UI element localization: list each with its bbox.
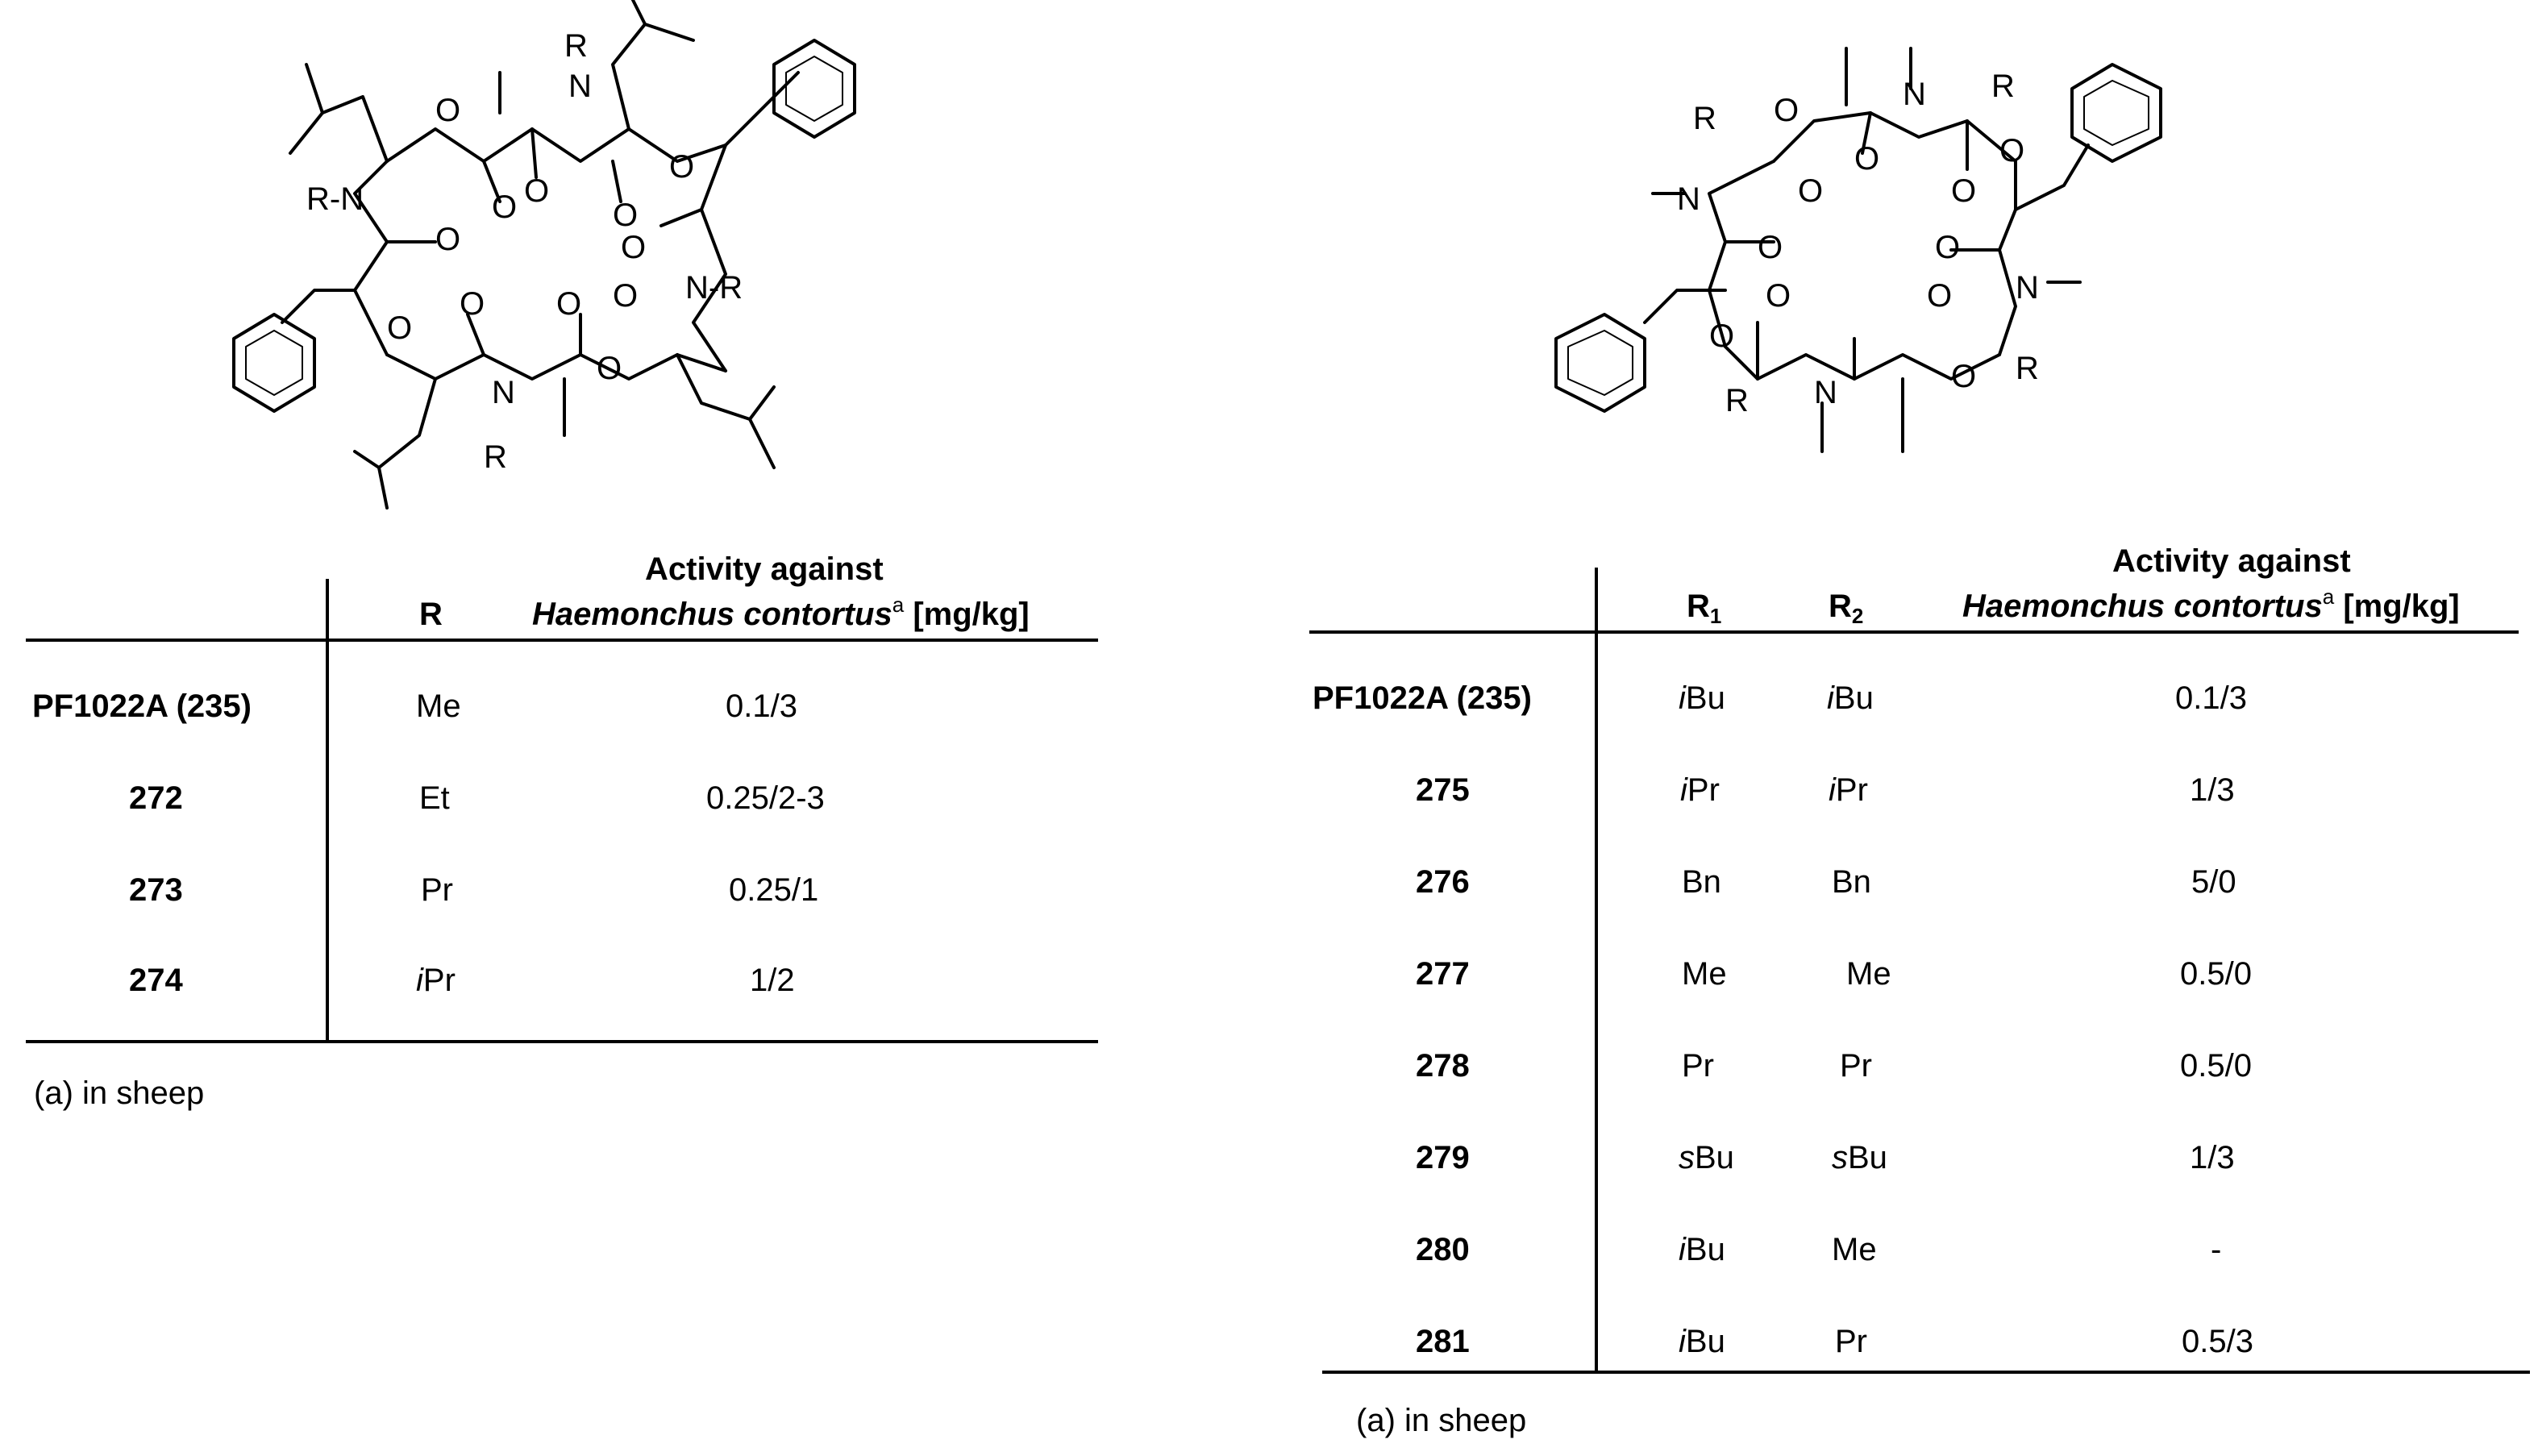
svg-text:O: O (435, 222, 461, 257)
right-column-divider (1595, 568, 1598, 1371)
svg-text:R: R (1725, 383, 1749, 418)
svg-text:O: O (669, 149, 695, 185)
left-row-activity: 1/2 (750, 963, 795, 998)
right-row-compound: PF1022A (235) (1313, 680, 1532, 716)
left-header-species: Haemonchus contortus (532, 597, 892, 632)
svg-text:O: O (435, 93, 461, 128)
right-row-compound: 280 (1416, 1232, 1470, 1267)
left-row-r: Pr (421, 872, 453, 908)
left-row-compound: 272 (129, 780, 183, 816)
svg-text:O: O (1951, 173, 1977, 209)
right-row-activity: 0.5/0 (2180, 1048, 2252, 1084)
right-header-sup: a (2322, 584, 2335, 609)
left-row-r: Me (416, 688, 461, 724)
right-row-compound: 279 (1416, 1140, 1470, 1175)
svg-text:R: R (2016, 351, 2039, 386)
right-row-r1: iBu (1679, 1232, 1725, 1267)
left-row-compound: 274 (129, 963, 183, 998)
left-row-activity: 0.25/1 (729, 872, 819, 908)
left-row-compound: PF1022A (235) (32, 688, 252, 724)
right-header-activity (1962, 584, 2460, 624)
svg-text:O: O (613, 198, 639, 233)
right-row-r2: iBu (1827, 680, 1874, 716)
right-header-r1: $R_1$ (1687, 589, 1722, 628)
svg-text:O: O (597, 351, 622, 386)
left-footnote: (a) in sheep (34, 1075, 205, 1111)
right-row-r1: iPr (1680, 772, 1720, 808)
right-row-r2: Pr (1840, 1048, 1872, 1084)
svg-text:N: N (2016, 270, 2039, 306)
left-header-activity-against: Activity against (645, 551, 884, 587)
left-header-r: R (419, 597, 443, 632)
svg-text:R-N: R-N (306, 181, 364, 217)
svg-text:O: O (1854, 141, 1880, 177)
right-header-rule (1309, 630, 2519, 634)
svg-text:R: R (1693, 101, 1716, 136)
right-row-r1: iBu (1679, 680, 1725, 716)
right-row-activity: 5/0 (2191, 864, 2236, 900)
svg-text:O: O (1774, 93, 1799, 128)
left-row-activity: 0.1/3 (726, 688, 797, 724)
svg-text:O: O (460, 286, 485, 322)
right-row-r2: Bn (1832, 864, 1871, 900)
svg-text:O: O (613, 278, 639, 314)
right-row-r2: Me (1832, 1232, 1877, 1267)
right-row-compound: 275 (1416, 772, 1470, 808)
left-header-sup: a (892, 593, 905, 617)
svg-text:N: N (1814, 375, 1837, 410)
right-row-r1: Pr (1682, 1048, 1714, 1084)
svg-text:O: O (524, 173, 550, 209)
right-row-compound: 281 (1416, 1324, 1470, 1359)
svg-text:O: O (1709, 318, 1735, 354)
right-row-r1: Me (1682, 956, 1727, 992)
right-row-activity: 1/3 (2190, 772, 2235, 808)
right-header-species: Haemonchus contortus (1962, 589, 2323, 624)
svg-text:O: O (1758, 230, 1783, 265)
svg-text:N: N (492, 375, 515, 410)
right-row-r2: Pr (1835, 1324, 1867, 1359)
right-row-activity: 0.5/0 (2180, 956, 2252, 992)
svg-text:O: O (492, 189, 518, 225)
right-row-r1: Bn (1682, 864, 1721, 900)
right-row-r1: sBu (1679, 1140, 1734, 1175)
right-header-unit: [mg/kg] (2343, 589, 2460, 624)
svg-text:R: R (484, 439, 507, 475)
right-row-r2: iPr (1829, 772, 1868, 808)
right-bottom-rule (1322, 1371, 2530, 1374)
svg-text:R: R (564, 28, 588, 64)
right-row-activity: 0.1/3 (2175, 680, 2247, 716)
right-row-r2: Me (1846, 956, 1891, 992)
right-row-activity: 1/3 (2190, 1140, 2235, 1175)
right-footnote: (a) in sheep (1356, 1403, 1527, 1438)
right-header-activity-against: Activity against (2112, 543, 2351, 579)
right-row-compound: 278 (1416, 1048, 1470, 1084)
right-row-activity: - (2211, 1232, 2222, 1267)
svg-text:O: O (1951, 359, 1977, 394)
svg-text:O: O (387, 310, 413, 346)
right-row-compound: 277 (1416, 956, 1470, 992)
right-row-compound: 276 (1416, 864, 1470, 900)
left-header-unit: [mg/kg] (913, 597, 1030, 632)
svg-text:O: O (1935, 230, 1961, 265)
left-row-r: iPr (416, 963, 456, 998)
svg-text:N: N (1903, 77, 1926, 112)
svg-text:O: O (1798, 173, 1824, 209)
svg-text:N-R: N-R (685, 270, 743, 306)
svg-text:O: O (621, 230, 647, 265)
right-row-activity: 0.5/3 (2182, 1324, 2253, 1359)
svg-text:N: N (1677, 181, 1700, 217)
right-row-r1: iBu (1679, 1324, 1725, 1359)
left-row-activity: 0.25/2-3 (706, 780, 825, 816)
right-row-r2: sBu (1832, 1140, 1887, 1175)
svg-text:O: O (1766, 278, 1791, 314)
svg-text:O: O (556, 286, 582, 322)
svg-text:N: N (568, 69, 592, 104)
right-header-r2: $R_2$ (1829, 589, 1864, 628)
left-row-r: Et (419, 780, 450, 816)
svg-text:O: O (1999, 133, 2025, 168)
left-row-compound: 273 (129, 872, 183, 908)
svg-text:R: R (1991, 69, 2015, 104)
svg-text:O: O (1927, 278, 1953, 314)
